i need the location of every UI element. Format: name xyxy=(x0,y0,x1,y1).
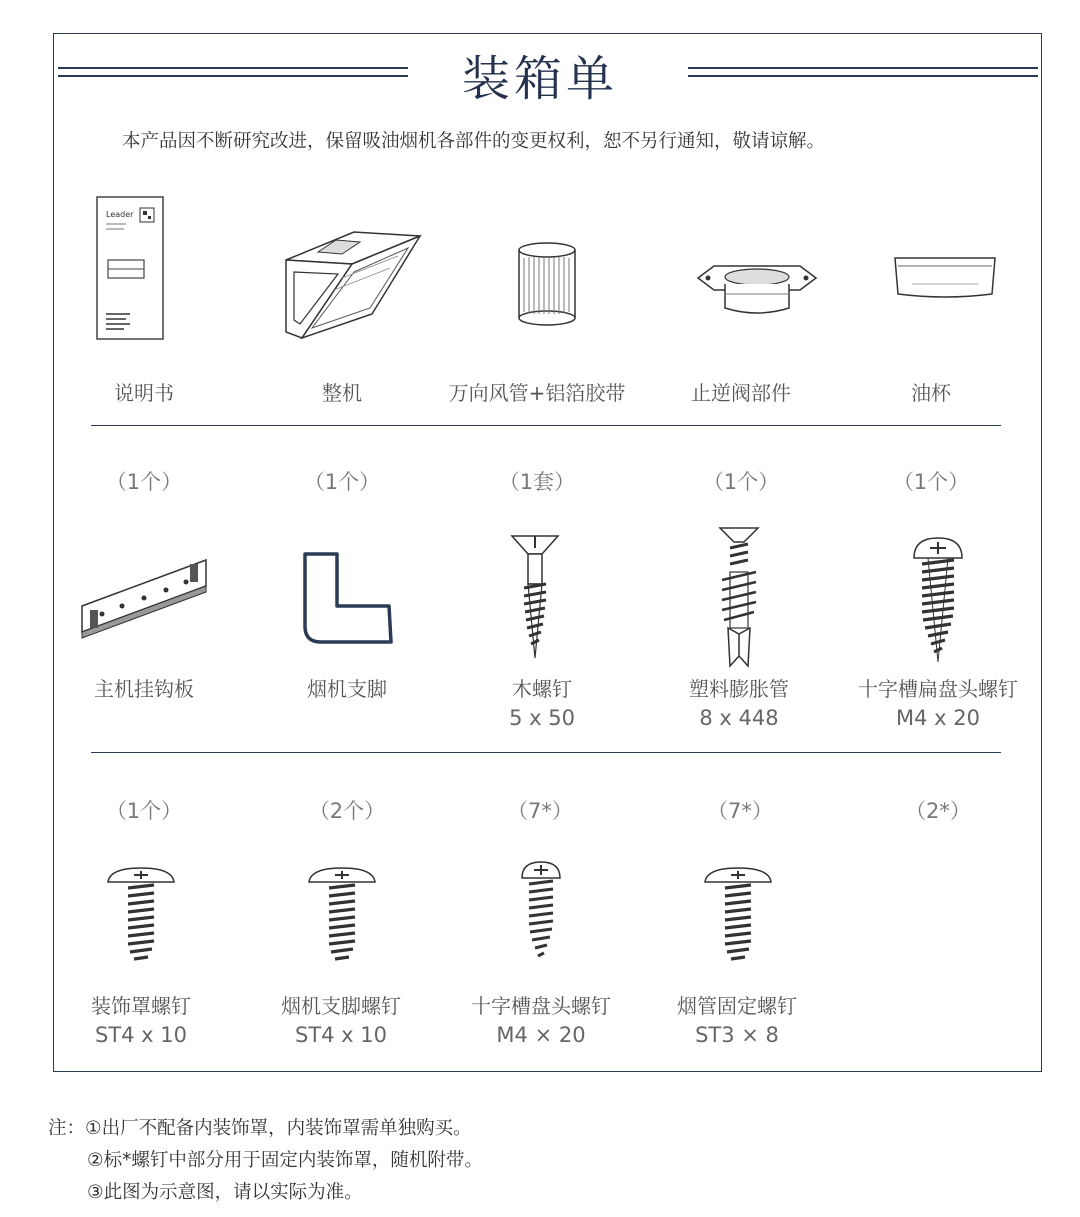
quantity-label: （1个） xyxy=(105,799,183,823)
item-spec: 8 x 448 xyxy=(699,706,779,730)
item-name-check-valve: 止逆阀部件 xyxy=(691,381,791,405)
item-name-cover-screw xyxy=(36,990,246,1047)
item-spec: ST3 × 8 xyxy=(695,1023,779,1047)
row-separator xyxy=(91,425,1001,426)
manual-illustration xyxy=(96,196,164,340)
plastic-anchor-illustration xyxy=(714,524,764,670)
truss-head-screw-illustration xyxy=(106,864,176,964)
oil-cup-illustration xyxy=(892,254,998,300)
footnote-line: ③此图为示意图，请以实际为准。 xyxy=(87,1182,363,1203)
item-name-oil-cup: 油杯 xyxy=(911,381,951,405)
pan-head-screw-illustration xyxy=(518,860,564,966)
quantity-label: （1个） xyxy=(702,470,780,494)
item-spec: M4 x 20 xyxy=(896,706,980,730)
item-spec: 5 x 50 xyxy=(509,706,575,730)
notice-text: 本产品因不断研究改进，保留吸油烟机各部件的变更权利，恕不另行通知，敬请谅解。 xyxy=(122,131,826,152)
page-title: 装箱单 xyxy=(461,51,618,107)
item-name-text: 烟机支脚 xyxy=(307,677,387,701)
item-name-duct-screw xyxy=(632,990,842,1047)
item-name-manual: 说明书 xyxy=(114,381,174,405)
row-separator xyxy=(91,752,1001,753)
quantity-label: （1个） xyxy=(105,470,183,494)
item-name-text: 烟机支脚螺钉 xyxy=(281,994,401,1018)
flexible-duct-illustration xyxy=(515,240,579,328)
item-name-plastic-anchor xyxy=(634,673,844,730)
quantity-label: （7*） xyxy=(507,799,573,823)
footnote-line: ②标*螺钉中部分用于固定内装饰罩，随机附带。 xyxy=(87,1150,483,1171)
item-name-text: 木螺钉 xyxy=(512,677,572,701)
item-name-wood-screw xyxy=(437,673,647,730)
footnotes xyxy=(48,1113,483,1209)
item-name-main-unit: 整机 xyxy=(322,381,362,405)
wood-screw-illustration xyxy=(510,532,560,660)
quantity-label: （1个） xyxy=(892,470,970,494)
item-name-text: 十字槽扁盘头螺钉 xyxy=(858,677,1018,701)
truss-head-screw-illustration xyxy=(307,864,377,964)
check-valve-illustration xyxy=(694,260,820,318)
range-hood-illustration xyxy=(282,228,424,340)
duct-fixing-screw-illustration xyxy=(703,864,773,964)
item-name-flat-pan-screw xyxy=(833,673,1043,730)
item-name-pan-head-screw xyxy=(436,990,646,1047)
item-name-hood-foot xyxy=(242,673,452,702)
item-name-text: 烟管固定螺钉 xyxy=(677,994,797,1018)
pan-head-screw-illustration xyxy=(910,536,966,664)
item-spec: ST4 x 10 xyxy=(94,1023,188,1047)
quantity-label: （1套） xyxy=(498,470,576,494)
item-name-text: 主机挂钩板 xyxy=(94,677,194,701)
footnote-line: 注：①出厂不配备内装饰罩，内装饰罩需单独购买。 xyxy=(48,1118,472,1139)
item-spec: ST4 x 10 xyxy=(294,1023,388,1047)
quantity-label: （2个） xyxy=(308,799,386,823)
item-name-flexible-duct: 万向风管+铝箔胶带 xyxy=(448,381,626,405)
item-name-text: 装饰罩螺钉 xyxy=(91,994,191,1018)
quantity-label: （1个） xyxy=(303,470,381,494)
quantity-label: （7*） xyxy=(707,799,773,823)
item-name-foot-screw xyxy=(236,990,446,1047)
hanging-plate-illustration xyxy=(80,556,210,642)
item-spec: M4 × 20 xyxy=(496,1023,586,1047)
hood-foot-bracket-illustration xyxy=(301,550,395,646)
item-name-text: 十字槽盘头螺钉 xyxy=(471,994,611,1018)
manual-brand-text: Leader xyxy=(106,210,134,219)
item-name-hanging-plate xyxy=(39,673,249,702)
item-name-text: 塑料膨胀管 xyxy=(689,677,789,701)
quantity-label: （2*） xyxy=(905,799,971,823)
